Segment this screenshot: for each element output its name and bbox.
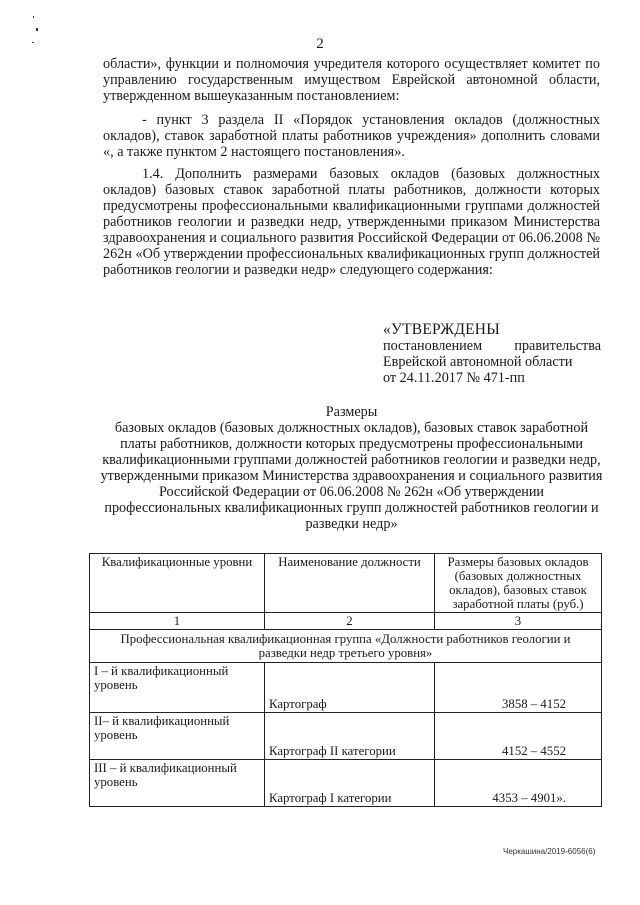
salary-cell: 4152 – 4552 [435, 713, 602, 760]
header-salary: Размеры базовых окладов (базовых должностных окладов), базовых ставок заработной платы (руб.) [435, 554, 602, 613]
col-number: 3 [435, 613, 602, 630]
table-row [90, 663, 602, 713]
header-levels: Квалификационные уровни [90, 554, 265, 613]
salary-cell: 3858 – 4152 [435, 663, 602, 713]
level-cell: II– й квалификационный уровень [90, 713, 265, 760]
approved-heading: «УТВЕРЖДЕНЫ [383, 321, 500, 338]
approved-by: постановлением правительства Еврейской автономной области [383, 338, 601, 370]
heading-title: Размеры [325, 404, 378, 420]
heading-body: базовых окладов (базовых должностных окладов), базовых ставок заработной платы работников, должности которых предусмотрены профессиональными квалификационными группами должностей работников геологии и разведки недр, утвержденными приказом Министерства здравоохранения и социального развития Российской Федерации от 06.06.2008 № 262н «Об утверждении профессиональных квалификационных групп должностей работников геологии и разведки недр» [100, 420, 603, 532]
footer-code: Черкашина/2019-6056(6) [503, 847, 596, 856]
scan-speck [36, 28, 38, 31]
position-cell: Картограф [265, 663, 435, 713]
position-cell: Картограф II категории [265, 713, 435, 760]
col-number: 2 [265, 613, 435, 630]
scan-speck [33, 16, 34, 18]
salary-table [89, 553, 602, 807]
level-cell: III – й квалификационный уровень [90, 760, 265, 807]
table-row [90, 713, 602, 760]
col-number: 1 [90, 613, 265, 630]
page-number: 2 [316, 36, 324, 52]
salary-cell: 4353 – 4901». [435, 760, 602, 807]
paragraph-2: - пункт 3 раздела II «Порядок установления окладов (должностных окладов), ставок заработной платы работников учреждения» дополнить словами «, а также пунктом 2 настоящего постановления». [103, 112, 600, 160]
approval-stamp-block [383, 322, 601, 386]
table-col-number-row [90, 613, 602, 630]
paragraph-3: 1.4. Дополнить размерами базовых окладов (базовых должностных окладов) базовых ставок заработной платы работников, должности которых предусмотрены профессиональными квалификационными группами должностей работников геологии и разведки недр, утвержденными приказом Министерства здравоохранения и социального развития Российской Федерации от 06.06.2008 № 262н «Об утверждении профессиональных квалификационных групп должностей работников геологии и разведки недр» следующего содержания: [103, 166, 600, 278]
approved-date: от 24.11.2017 № 471-пп [383, 370, 525, 386]
group-title: Профессиональная квалификационная группа «Должности работников геологии и разведки недр третьего уровня» [90, 630, 602, 663]
header-position: Наименование должности [265, 554, 435, 613]
table-group-row [90, 630, 602, 663]
table-header-row [90, 554, 602, 613]
position-cell: Картограф I категории [265, 760, 435, 807]
level-cell: I – й квалификационный уровень [90, 663, 265, 713]
table-row [90, 760, 602, 807]
paragraph-1: области», функции и полномочия учредителя которого осуществляет комитет по управлению государственным имуществом Еврейской автономной области, утвержденном вышеуказанным постановлением: [103, 56, 600, 104]
doc-heading [100, 404, 603, 532]
